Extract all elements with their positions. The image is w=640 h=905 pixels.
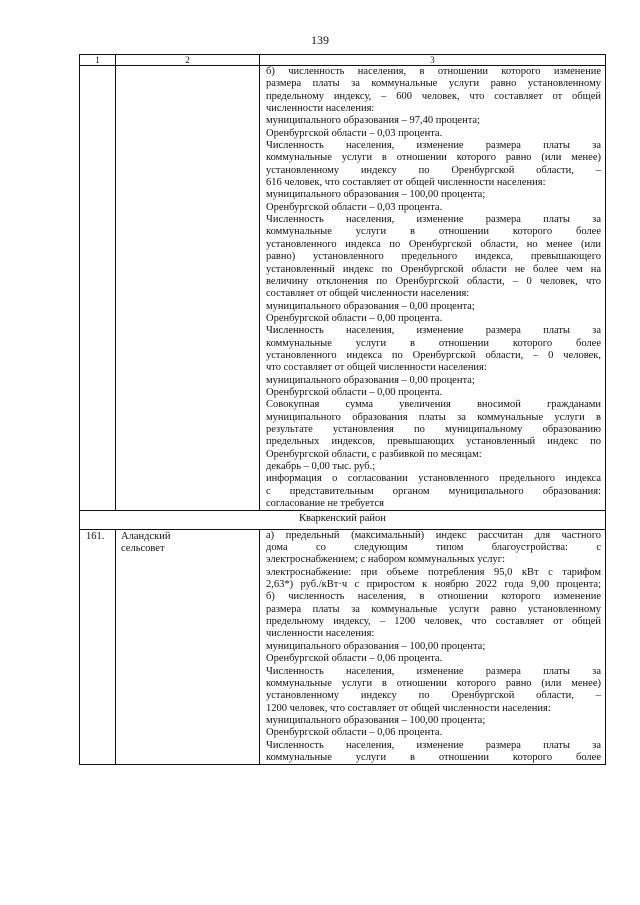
text-line: Оренбургской области – 0,03 процента. xyxy=(266,127,443,139)
text-line: 2,63*) руб./кВт·ч с приростом к ноябрю 2022 года 9,00 процента; xyxy=(266,579,601,591)
text-line: установленному индексу по Оренбургской области, – xyxy=(266,164,601,176)
municipality-name-line: сельсовет xyxy=(121,543,165,555)
text-line: муниципального образования – 0,00 процента; xyxy=(266,300,475,312)
text-line: установленного индекса по Оренбургской области, но менее (или xyxy=(266,238,601,250)
text-line: равно) установленного предельного индекса, превышающего xyxy=(266,251,601,263)
text-line: коммунальные услуги в отношении которого равно (или менее) xyxy=(266,677,601,689)
municipality-cell xyxy=(116,529,260,765)
text-line: результате установления по муниципальному образованию xyxy=(266,423,601,435)
text-line: 616 человек, что составляет от общей численности населения: xyxy=(266,177,546,189)
row-number-cell: 161. xyxy=(80,529,116,765)
text-line: Численность населения, изменение размера платы за xyxy=(266,325,601,337)
text-line: декабрь – 0,00 тыс. руб.; xyxy=(266,461,376,472)
header-col-3: 3 xyxy=(260,55,606,66)
text-line: муниципального образования – 100,00 процента; xyxy=(266,189,486,201)
text-line: муниципального образования – 100,00 процента; xyxy=(266,714,486,726)
text-line: Численность населения, изменение размера платы за xyxy=(266,214,601,226)
text-line: а) предельный (максимальный) индекс рассчитан для частного xyxy=(266,529,601,541)
text-line: предельному индексу, – 1200 человек, что составляет от общей xyxy=(266,616,601,628)
header-col-1: 1 xyxy=(80,55,116,66)
text-line: согласование не требуется xyxy=(266,498,384,510)
description-cell xyxy=(260,66,606,511)
text-line: электроснабжение: при объеме потребления 95,0 кВт с тарифом xyxy=(266,566,601,578)
table-row-161 xyxy=(80,529,606,765)
text-line: установленного индекса по Оренбургской области, – 0 человек, xyxy=(266,349,601,361)
text-line: Численность населения, изменение размера платы за xyxy=(266,739,601,751)
text-line: предельных индексов, превышающих установленный индекс по xyxy=(266,436,601,448)
text-line: с представительным органом муниципального образования: xyxy=(266,485,601,497)
text-line: Совокупная сумма увеличения вносимой гражданами xyxy=(266,399,601,411)
text-line: составляет от общей численности населения: xyxy=(266,288,470,300)
text-line: установленный индекс по Оренбургской области не более чем на xyxy=(266,263,601,275)
table-row-continuation xyxy=(80,66,606,511)
text-line: коммунальные услуги в отношении которого более xyxy=(266,337,601,349)
municipality-name-line: Аландский xyxy=(121,530,171,542)
text-line: электроснабжением; с набором коммунальных услуг: xyxy=(266,554,505,566)
text-line: Оренбургской области – 0,00 процента. xyxy=(266,312,443,324)
text-line: муниципального образования платы за коммунальные услуги в xyxy=(266,411,601,423)
section-row xyxy=(80,511,606,529)
page-number: 139 xyxy=(311,33,329,47)
document-table xyxy=(79,54,606,765)
description-cell xyxy=(260,529,606,765)
text-line: Оренбургской области – 0,06 процента. xyxy=(266,653,443,665)
text-line: предельному индексу, – 600 человек, что составляет от общей xyxy=(266,90,601,102)
header-col-2: 2 xyxy=(116,55,260,66)
text-line: Оренбургской области – 0,06 процента. xyxy=(266,727,443,739)
text-line: Оренбургской области – 0,00 процента. xyxy=(266,386,443,398)
text-line: Численность населения, изменение размера платы за xyxy=(266,140,601,152)
text-line: величину отклонения по Оренбургской области, – 0 человек, что xyxy=(266,275,601,287)
text-line: размера платы за коммунальные услуги равно установленному xyxy=(266,78,601,90)
text-line: коммунальные услуги в отношении которого более xyxy=(266,751,601,763)
text-line: установленному индексу по Оренбургской области, – xyxy=(266,690,601,702)
text-line: муниципального образования – 0,00 процента; xyxy=(266,374,475,386)
text-line: коммунальные услуги в отношении которого равно (или менее) xyxy=(266,152,601,164)
table-header-row xyxy=(80,55,606,66)
text-line: размера платы за коммунальные услуги равно установленному xyxy=(266,603,601,615)
municipality-cell xyxy=(116,66,260,511)
text-line: Оренбургской области – 0,03 процента. xyxy=(266,201,443,213)
row-number-cell xyxy=(80,66,116,511)
text-line: Оренбургской области, с разбивкой по месяцам: xyxy=(266,448,482,460)
text-line: численности населения: xyxy=(266,628,375,640)
text-line: б) численность населения, в отношении которого изменение xyxy=(266,66,601,77)
text-line: Численность населения, изменение размера платы за xyxy=(266,665,601,677)
text-line: муниципального образования – 100,00 процента; xyxy=(266,640,486,652)
text-line: численности населения: xyxy=(266,103,375,115)
text-line: дома со следующим типом благоустройства: с xyxy=(266,542,601,554)
text-line: 1200 человек, что составляет от общей численности населения: xyxy=(266,702,551,714)
text-line: коммунальные услуги в отношении которого более xyxy=(266,226,601,238)
text-line: что составляет от общей численности населения: xyxy=(266,362,487,374)
section-title: Кваркенский район xyxy=(80,511,606,529)
text-line: информация о согласовании установленного предельного индекса xyxy=(266,473,601,485)
text-line: б) численность населения, в отношении которого изменение xyxy=(266,591,601,603)
text-line: муниципального образования – 97,40 процента; xyxy=(266,115,481,127)
